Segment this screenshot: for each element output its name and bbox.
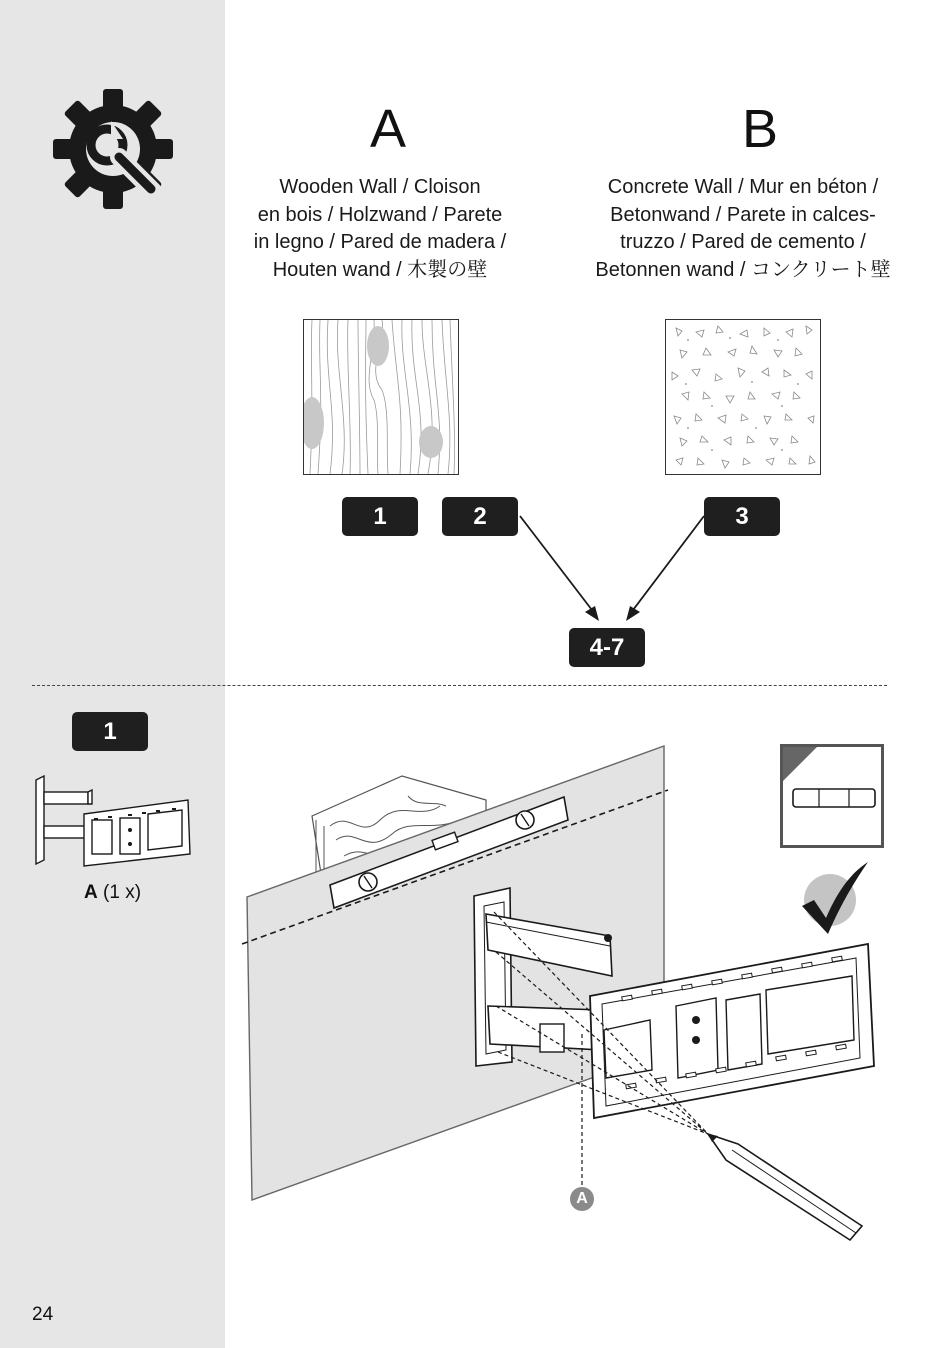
wall-a-line: Houten wand / 木製の壁 [272, 258, 488, 281]
checkmark-icon [800, 860, 872, 936]
step-badge-1: 1 [342, 497, 418, 536]
wall-b-line: Concrete Wall / Mur en béton / [607, 176, 879, 198]
bubble-level-icon [780, 744, 884, 848]
wall-b-line: truzzo / Pared de cemento / [620, 231, 866, 253]
part-letter: A [84, 882, 98, 903]
wall-type-b-letter: B [741, 99, 779, 159]
wall-a-line: Wooden Wall / Cloison [279, 176, 481, 198]
wall-type-a-letter: A [369, 99, 407, 159]
step-badge-3: 3 [704, 497, 780, 536]
wall-b-line: Betonwand / Parete in calces- [610, 203, 876, 226]
wall-b-line: Betonnen wand / コンクリート壁 [595, 258, 891, 281]
step-badge-4-7: 4-7 [569, 628, 645, 667]
step-badge-2: 2 [442, 497, 518, 536]
part-quantity: (1 x) [103, 882, 142, 903]
callout-a: A [576, 1190, 588, 1207]
wall-a-line: in legno / Pared de madera / [253, 231, 507, 253]
wall-a-line: en bois / Holzwand / Parete [257, 203, 503, 226]
page-number: 24 [32, 1304, 54, 1325]
step1-badge: 1 [72, 712, 148, 751]
